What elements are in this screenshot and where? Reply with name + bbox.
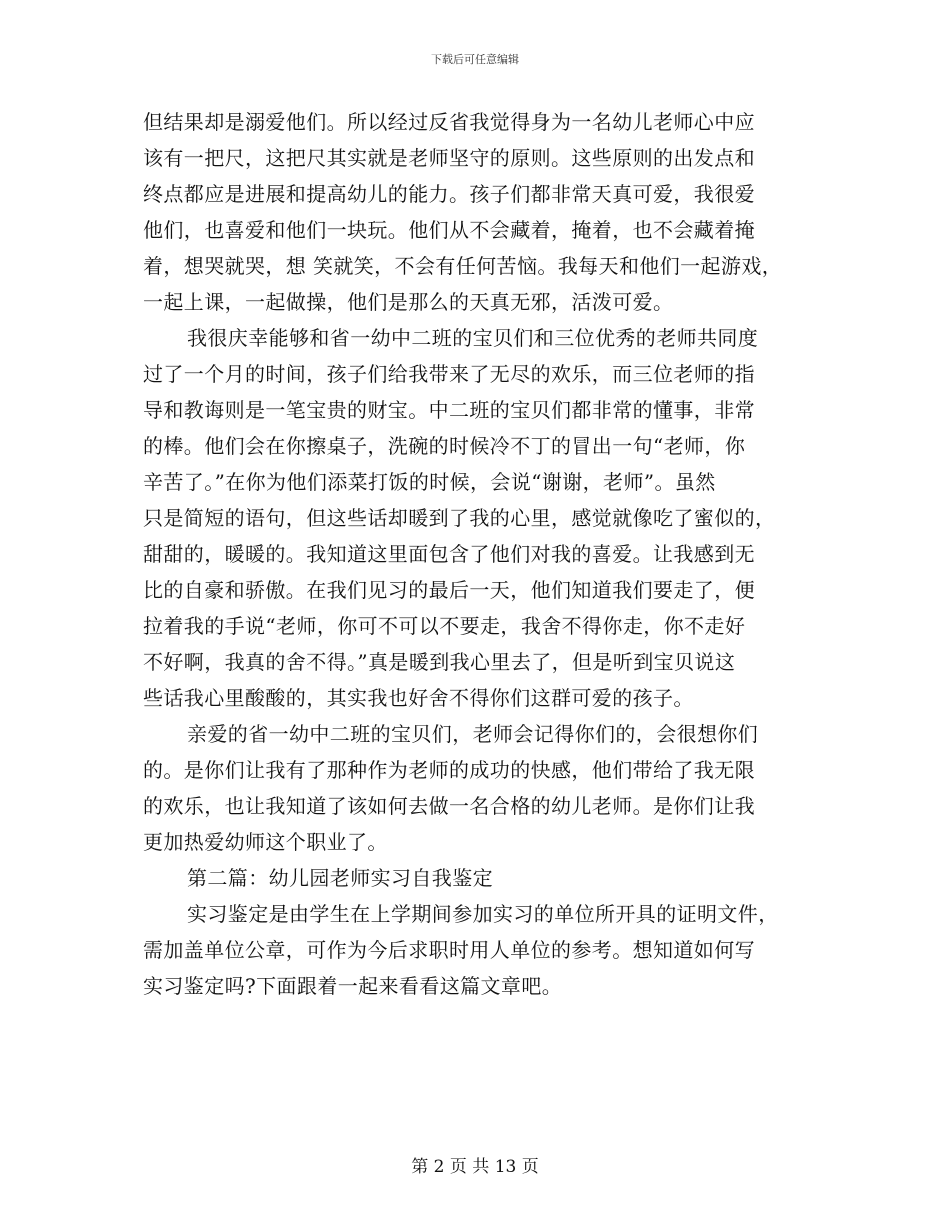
text-line: 该有一把尺，这把尺其实就是老师坚守的原则。这些原则的出发点和 xyxy=(143,146,755,170)
document-body xyxy=(143,104,813,1004)
text-line: 终点都应是进展和提高幼儿的能力。孩子们都非常天真可爱，我很爱 xyxy=(143,182,755,206)
text-line: 的欢乐，也让我知道了该如何去做一名合格的幼儿老师。是你们让我 xyxy=(143,794,755,818)
text-line: 的。是你们让我有了那种作为老师的成功的快感，他们带给了我无限 xyxy=(143,758,755,782)
text-line: 实习鉴定吗?下面跟着一起来看看这篇文章吧。 xyxy=(143,974,563,998)
text-line: 的棒。他们会在你擦桌子，洗碗的时候冷不丁的冒出一句“老师，你 xyxy=(143,434,746,458)
text-line: 拉着我的手说“老师，你可不可以不要走，我舍不得你走，你不走好 xyxy=(143,614,746,638)
text-line: 但结果却是溺爱他们。所以经过反省我觉得身为一名幼儿老师心中应 xyxy=(143,110,755,134)
text-line: 不好啊，我真的舍不得。”真是暖到我心里去了，但是听到宝贝说这 xyxy=(143,650,736,674)
text-line: 他们，也喜爱和他们一块玩。他们从不会藏着，掩着，也不会藏着掩 xyxy=(143,218,755,242)
text-line: 比的自豪和骄傲。在我们见习的最后一天，他们知道我们要走了，便 xyxy=(143,578,755,602)
paragraph-start-line: 实习鉴定是由学生在上学期间参加实习的单位所开具的证明文件， xyxy=(187,902,779,926)
paragraph-start-line: 我很庆幸能够和省一幼中二班的宝贝们和三位优秀的老师共同度 xyxy=(187,326,759,350)
page-number-footer: 第 2 页 共 13 页 xyxy=(411,1157,539,1177)
text-line: 甜甜的，暖暖的。我知道这里面包含了他们对我的喜爱。让我感到无 xyxy=(143,542,755,566)
text-line: 更加热爱幼师这个职业了。 xyxy=(143,830,388,854)
text-line: 导和教诲则是一笔宝贵的财宝。中二班的宝贝们都非常的懂事，非常 xyxy=(143,398,755,422)
text-line: 辛苦了。”在你为他们添菜打饭的时候，会说“谢谢，老师”。虽然 xyxy=(143,470,716,494)
paragraph-start-line: 亲爱的省一幼中二班的宝贝们，老师会记得你们的，会很想你们 xyxy=(187,722,759,746)
text-line: 过了一个月的时间，孩子们给我带来了无尽的欢乐，而三位老师的指 xyxy=(143,362,755,386)
page-header: 下载后可任意编辑 xyxy=(431,53,519,66)
text-line: 只是简短的语句，但这些话却暖到了我的心里，感觉就像吃了蜜似的， xyxy=(143,506,776,530)
text-line: 着，想哭就哭，想 笑就笑，不会有任何苦恼。我每天和他们一起游戏， xyxy=(143,254,783,278)
text-line: 一起上课，一起做操，他们是那么的天真无邪，活泼可爱。 xyxy=(143,290,674,314)
text-line: 需加盖单位公章，可作为今后求职时用人单位的参考。想知道如何写 xyxy=(143,938,755,962)
section-heading: 第二篇：幼儿园老师实习自我鉴定 xyxy=(187,866,493,890)
text-line: 些话我心里酸酸的，其实我也好舍不得你们这群可爱的孩子。 xyxy=(143,686,694,710)
